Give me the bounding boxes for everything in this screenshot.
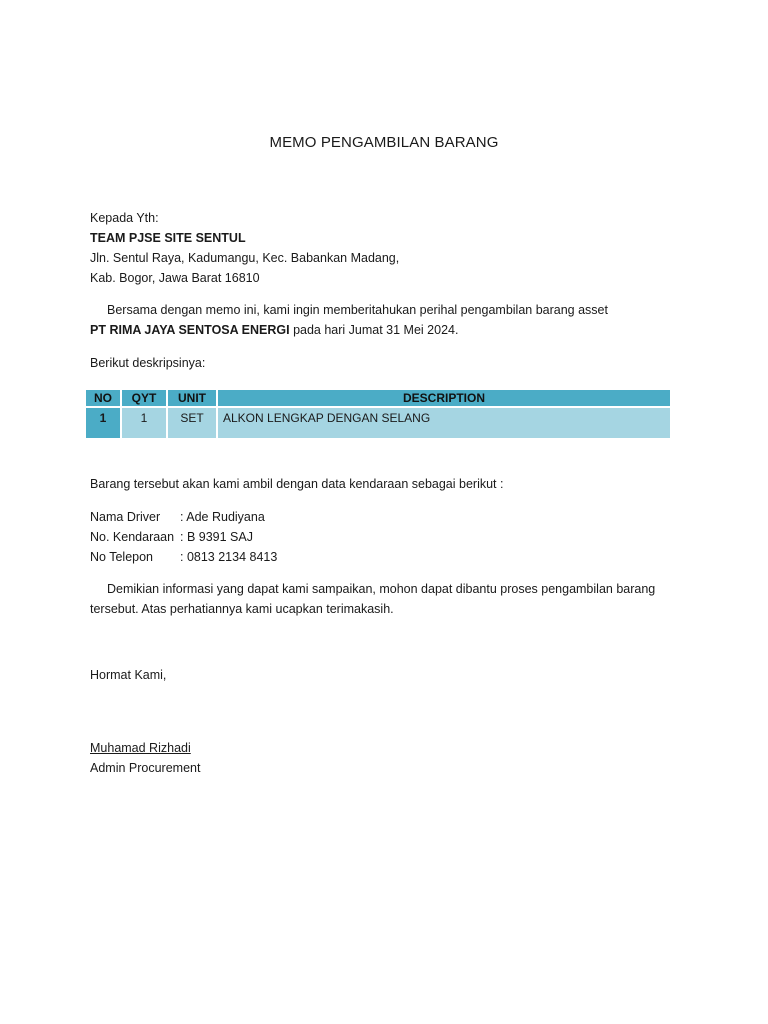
plate-value: : B 9391 SAJ — [180, 530, 253, 544]
plate-label: No. Kendaraan — [90, 530, 175, 544]
signer-name: Muhamad Rizhadi — [90, 741, 191, 755]
table-row — [86, 408, 670, 438]
cell-unit: SET — [168, 408, 216, 438]
intro-paragraph — [90, 300, 690, 340]
company-name: PT RIMA JAYA SENTOSA ENERGI — [90, 323, 290, 337]
regards: Hormat Kami, — [90, 668, 167, 682]
recipient-name: TEAM PJSE SITE SENTUL — [90, 231, 246, 245]
signer-title: Admin Procurement — [90, 761, 201, 775]
description-label: Berikut deskripsinya: — [90, 356, 206, 370]
closing-line1: Demikian informasi yang dapat kami sampaikan, mohon dapat dibantu proses pengambilan barang — [107, 582, 656, 596]
closing-paragraph — [90, 579, 690, 619]
recipient-address-line2: Kab. Bogor, Jawa Barat 16810 — [90, 271, 260, 285]
memo-title: MEMO PENGAMBILAN BARANG — [269, 134, 499, 151]
cell-no: 1 — [86, 408, 120, 438]
header-description: DESCRIPTION — [218, 390, 670, 406]
driver-label: Nama Driver — [90, 510, 161, 524]
items-table — [84, 388, 672, 440]
intro-date-text: pada hari Jumat 31 Mei 2024. — [289, 323, 459, 337]
items-table-header — [86, 390, 670, 406]
intro-text: Bersama dengan memo ini, kami ingin memberitahukan perihal pengambilan barang asset — [107, 303, 608, 317]
phone-label: No Telepon — [90, 550, 154, 564]
header-unit: UNIT — [168, 390, 216, 406]
cell-qty: 1 — [122, 408, 166, 438]
vehicle-row-phone — [90, 547, 690, 567]
salutation: Kepada Yth: — [90, 211, 159, 225]
driver-value: : Ade Rudiyana — [180, 510, 265, 524]
recipient-block — [90, 208, 690, 288]
vehicle-row-driver — [90, 507, 690, 527]
recipient-address-line1: Jln. Sentul Raya, Kadumangu, Kec. Babankan Madang, — [90, 251, 400, 265]
closing-line2: tersebut. Atas perhatiannya kami ucapkan terimakasih. — [90, 602, 394, 616]
vehicle-details — [90, 507, 690, 567]
header-no: NO — [86, 390, 120, 406]
vehicle-row-plate — [90, 527, 690, 547]
vehicle-intro: Barang tersebut akan kami ambil dengan data kendaraan sebagai berikut : — [90, 477, 504, 491]
cell-description: ALKON LENGKAP DENGAN SELANG — [218, 408, 670, 438]
signature-block — [90, 738, 690, 778]
phone-value: : 0813 2134 8413 — [180, 550, 278, 564]
header-qty: QYT — [122, 390, 166, 406]
